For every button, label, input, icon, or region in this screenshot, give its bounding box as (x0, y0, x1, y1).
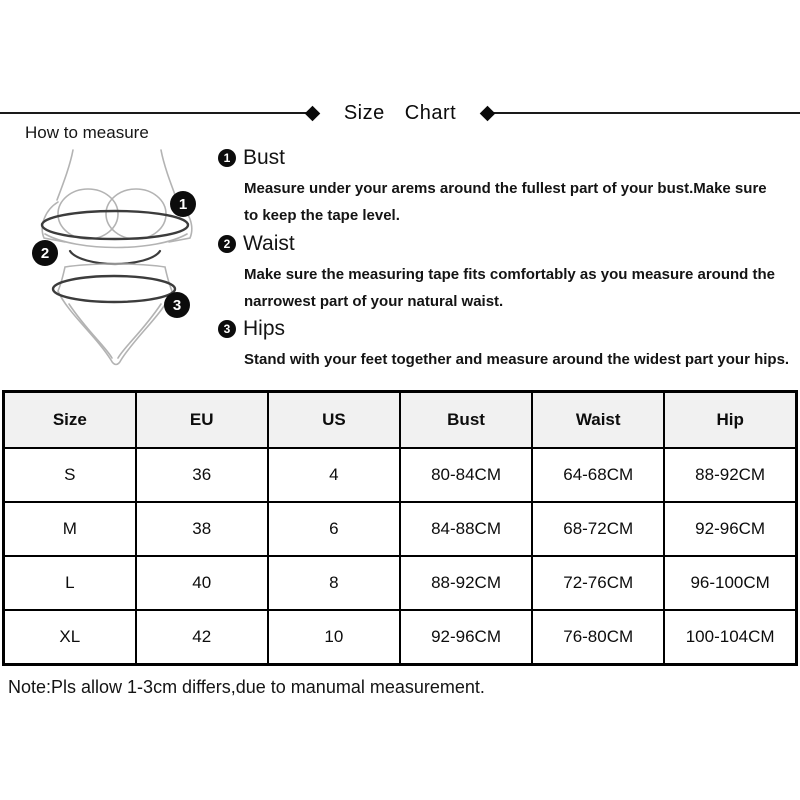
how-to-measure-label: How to measure (25, 123, 149, 142)
section-bust-heading-row (218, 146, 790, 170)
table-cell: 88-92CM (400, 556, 532, 610)
badge-3-number: 3 (172, 297, 182, 314)
title-rule-left (0, 112, 307, 114)
table-row-l (4, 556, 797, 610)
size-table (2, 390, 798, 666)
hip-tape-ellipse (53, 276, 175, 302)
body-line: Measure under your arems around the fullest part of your bust.Make sure (244, 180, 767, 197)
table-cell: 6 (268, 502, 400, 556)
col-header-hip: Hip (664, 392, 796, 449)
table-cell: XL (4, 610, 136, 665)
page-title: Size Chart (343, 101, 457, 124)
table-cell: 84-88CM (400, 502, 532, 556)
section-bust-body (244, 175, 790, 229)
table-cell: 10 (268, 610, 400, 665)
diamond-icon (480, 105, 496, 121)
table-cell: 96-100CM (664, 556, 796, 610)
section-hips (218, 317, 790, 373)
table-cell: 92-96CM (664, 502, 796, 556)
table-cell: 88-92CM (664, 448, 796, 502)
title-row (0, 102, 800, 124)
table-cell: 36 (136, 448, 268, 502)
table-cell: 42 (136, 610, 268, 665)
table-row-m (4, 502, 797, 556)
col-header-bust: Bust (400, 392, 532, 449)
bullet-1-icon: 1 (218, 149, 236, 167)
body-line: Stand with your feet together and measure around the widest part your hips. (244, 351, 790, 368)
diamond-icon (305, 105, 321, 121)
table-cell: S (4, 448, 136, 502)
table-header-row (4, 392, 797, 449)
col-header-size: Size (4, 392, 136, 449)
section-bust (218, 146, 790, 229)
bullet-3-icon: 3 (218, 320, 236, 338)
col-header-waist: Waist (532, 392, 664, 449)
body-line: narrowest part of your natural waist. (244, 293, 504, 310)
table-cell: 76-80CM (532, 610, 664, 665)
table-cell: 40 (136, 556, 268, 610)
section-hips-body (244, 346, 790, 373)
section-bust-title: Bust (243, 146, 286, 169)
title-rule-right (493, 112, 800, 114)
section-waist-heading-row (218, 232, 790, 256)
section-waist (218, 232, 790, 315)
body-line: to keep the tape level. (244, 207, 400, 224)
section-hips-title: Hips (243, 317, 286, 340)
badge-2-number: 2 (40, 245, 50, 262)
col-header-us: US (268, 392, 400, 449)
table-row-xl (4, 610, 797, 665)
table-cell: 100-104CM (664, 610, 796, 665)
section-waist-title: Waist (243, 232, 295, 255)
bikini-top-outline (42, 150, 192, 248)
table-cell: 92-96CM (400, 610, 532, 665)
table-cell: M (4, 502, 136, 556)
section-waist-body (244, 261, 790, 315)
table-cell: 4 (268, 448, 400, 502)
table-cell: L (4, 556, 136, 610)
table-cell: 64-68CM (532, 448, 664, 502)
col-header-eu: EU (136, 392, 268, 449)
bullet-2-icon: 2 (218, 235, 236, 253)
section-hips-heading-row (218, 317, 790, 341)
table-cell: 68-72CM (532, 502, 664, 556)
table-row-s (4, 448, 797, 502)
measurement-note: Note:Pls allow 1-3cm differs,due to manumal measurement. (8, 677, 485, 697)
waist-tape-arc (70, 251, 160, 264)
table-cell: 80-84CM (400, 448, 532, 502)
bikini-measure-illustration (15, 146, 225, 376)
table-cell: 8 (268, 556, 400, 610)
table-cell: 38 (136, 502, 268, 556)
badge-1-number: 1 (178, 196, 188, 213)
body-line: Make sure the measuring tape fits comfortably as you measure around the (244, 266, 775, 283)
table-cell: 72-76CM (532, 556, 664, 610)
